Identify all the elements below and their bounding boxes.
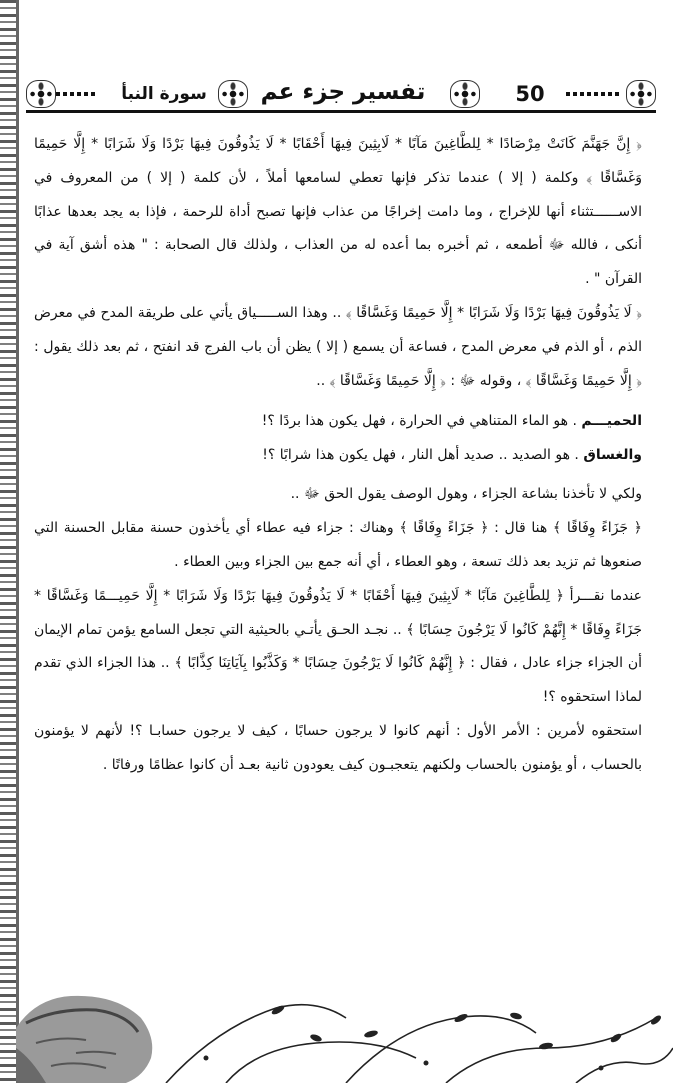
floral-branches [166,1005,673,1083]
paragraph: استحقوه لأمرين : الأمر الأول : أنهم كانوا لا يرجون حسابًا ، كيف لا يرجون حسابـا ؟! لأنهم لا يؤمنون بالحساب ، أو يؤمنون بالحساب ولكنهم يتعجبـون كيف يعودون ثانية بعـد أن كانوا عظامًا ورفاتًا . [34,722,642,773]
header-rule [26,110,656,113]
page-body [34,128,660,783]
paragraph: عندما نقـــرأ ﴿ لِلطَّاغِينَ مَآبًا * لَابِثِينَ فِيهَا أَحْقَابًا * لَا يَذُوقُونَ فِيهَا بَرْدًا وَلَا شَرَابًا * إِلَّا حَمِيـــمًا وَغَسَّاقًا * جَزَاءً وِفَاقًا * إِنَّهُمْ كَانُوا لَا يَرْجُونَ حِسَابًا ﴾ .. نجـد الحـق يأتـي بالحيثية التي تجعل السامع يؤمن تمام الإيمان أن الجزاء جزاء عادل ، فقال : ﴿ إِنَّهُمْ كَانُوا لَا يَرْجُونَ حِسَابًا * وَكَذَّبُوا بِآيَاتِنَا كِذَّابًا ﴾ .. هذا الجزاء الذي تقدم لماذا استحقوه ؟! [34,587,642,706]
ornament-icon [26,80,56,108]
ornament-chain [566,92,622,96]
ornament-icon [450,80,480,108]
portrait-sketch [16,996,152,1083]
definition-term: والغساق [583,447,642,464]
paragraph: ولكي لا تأخذنا بشاعة الجزاء ، وهول الوصف يقول الحق ﷻ .. [290,486,642,503]
definition-term: الحميـــم [581,413,642,430]
page-border-ornament [0,0,16,1083]
ornament-chain [56,92,98,96]
book-title: تفسير جزء عم [260,79,426,105]
definition-item [34,438,660,472]
definition-text: . هو الماء المتناهي في الحرارة ، فهل يكون هذا بردًا ؟! [261,413,577,430]
definition-item [34,404,660,438]
surah-name: سورة النبأ [121,84,207,104]
ornament-icon [626,80,656,108]
page-header [26,78,656,118]
page-number: 50 [515,82,545,106]
definition-text: . هو الصديد .. صديد أهل النار ، فهل يكون هذا شرابًا ؟! [262,447,579,464]
footer-decoration [16,988,673,1083]
leaf-icons [204,1004,663,1071]
paragraph: ﴿ إِنَّ جَهَنَّمَ كَانَتْ مِرْصَادًا * لِلطَّاغِينَ مَآبًا * لَابِثِينَ فِيهَا أَحْقَابًا * لَا يَذُوقُونَ فِيهَا بَرْدًا وَلَا شَرَابًا * إِلَّا حَمِيمًا وَغَسَّاقًا ﴾ وكلمة ( إلا ) عندما تذكر فإنها تعطي لسامعها أملاً ، لأن كلمة ( إلا ) من المعروف في الاســــــتثناء أنها للإخراج ، وما دامت إخراجًا من عذاب فإنها تصبح أداة للرحمة ، فإذا به يجد بعدها عذابًا أنكى ، فالله ﷻ أطمعه ، ثم أخبره بما أعده له من العذاب ، ولذلك قال الصحابة : " هذه أشق آية في القرآن " . [34,136,642,288]
paragraph: ﴿ جَزَاءً وِفَاقًا ﴾ هنا قال : ﴿ جَزَاءً وِفَاقًا ﴾ وهناك : جزاء فيه عطاء أي يأخذون حسنة مقابل الحسنة التي صنعوها ثم تزيد بعد ذلك تسعة ، وهو العطاء ، أي أنه جمع بين الجزاء وبين العطاء . [34,520,642,570]
definitions [34,404,660,472]
paragraph: ﴿ لَا يَذُوقُونَ فِيهَا بَرْدًا وَلَا شَرَابًا * إِلَّا حَمِيمًا وَغَسَّاقًا ﴾ .. وهذا الســـــياق يأتي على طريقة المدح في معرض الذم ، أو الذم في معرض المدح ، فساعة أن يسمع ( إلا ) يظن أن باب الفرج قد انفتح ، ثم بعد ذلك يقول : ﴿ إِلَّا حَمِيمًا وَغَسَّاقًا ﴾ ، وقوله ﷻ : ﴿ إِلَّا حَمِيمًا وَغَسَّاقًا ﴾ .. [34,304,642,389]
